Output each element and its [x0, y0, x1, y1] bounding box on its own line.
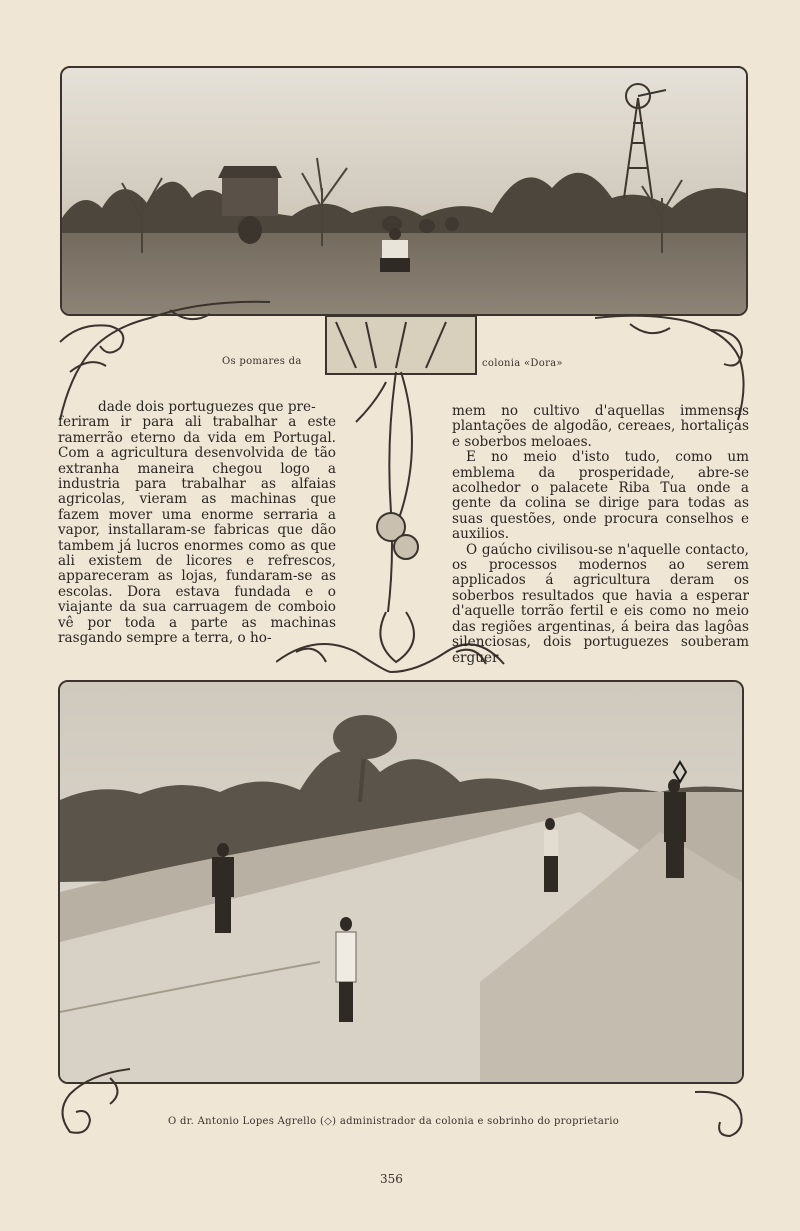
canal-photo — [58, 680, 744, 1084]
caption-top-right: colonia «Dora» — [482, 358, 563, 369]
article-paragraph: E no meio d'isto tudo, como um emblema da prosperidade, abre-se acolhedor o palacete Riba Tua onde a gente da colina se dirige para todas as suas questões, onde procura conselhos e auxilios. — [452, 449, 749, 543]
page-number: 356 — [380, 1172, 403, 1186]
caption-top-left: Os pomares da — [222, 356, 302, 367]
caption-bottom: O dr. Antonio Lopes Agrello (◇) administrador da colonia e sobrinho do proprietario — [168, 1116, 620, 1127]
scroll-ornament-bottom-right — [690, 1084, 750, 1144]
article-paragraph: dade dois portuguezes que pre- — [98, 399, 316, 415]
orchard-photo — [60, 66, 748, 316]
article-paragraph: mem no cultivo d'aquellas immensas plantações de algodão, cereaes, hortaliças e soberbos meloaes. — [452, 403, 749, 450]
article-right-column — [452, 404, 749, 666]
scroll-ornament-bottom-left — [50, 1064, 140, 1139]
article-paragraph: O gaúcho civilisou-se n'aquelle contacto, os processos modernos ao serem applicados á agricultura deram os soberbos resultados que havia a esperar d'aquelle torrão fertil e eis como no meio das regiões argentinas, á beira das lagôas silenciosas, dois portuguezes souberam erguer — [452, 541, 749, 666]
article-left-column — [58, 400, 336, 647]
article-paragraph: feriram ir para ali trabalhar a este ramerrão eterno da vida em Portugal. Com a agricultura desenvolvida de tão extranha maneira chegou logo a industria para trabalhar as alfaias agricolas, vieram as machinas que fazem mover uma enorme serraria a vapor, installaram-se fabricas que dão tambem já lucros enormes como as que ali existem de licores e refrescos, appareceram as lojas, fundaram-se as escolas. Dora estava fundada e o viajante da sua carruagem de comboio vê por toda a parte as machinas rasgando sempre a terra, o ho- — [58, 414, 336, 647]
